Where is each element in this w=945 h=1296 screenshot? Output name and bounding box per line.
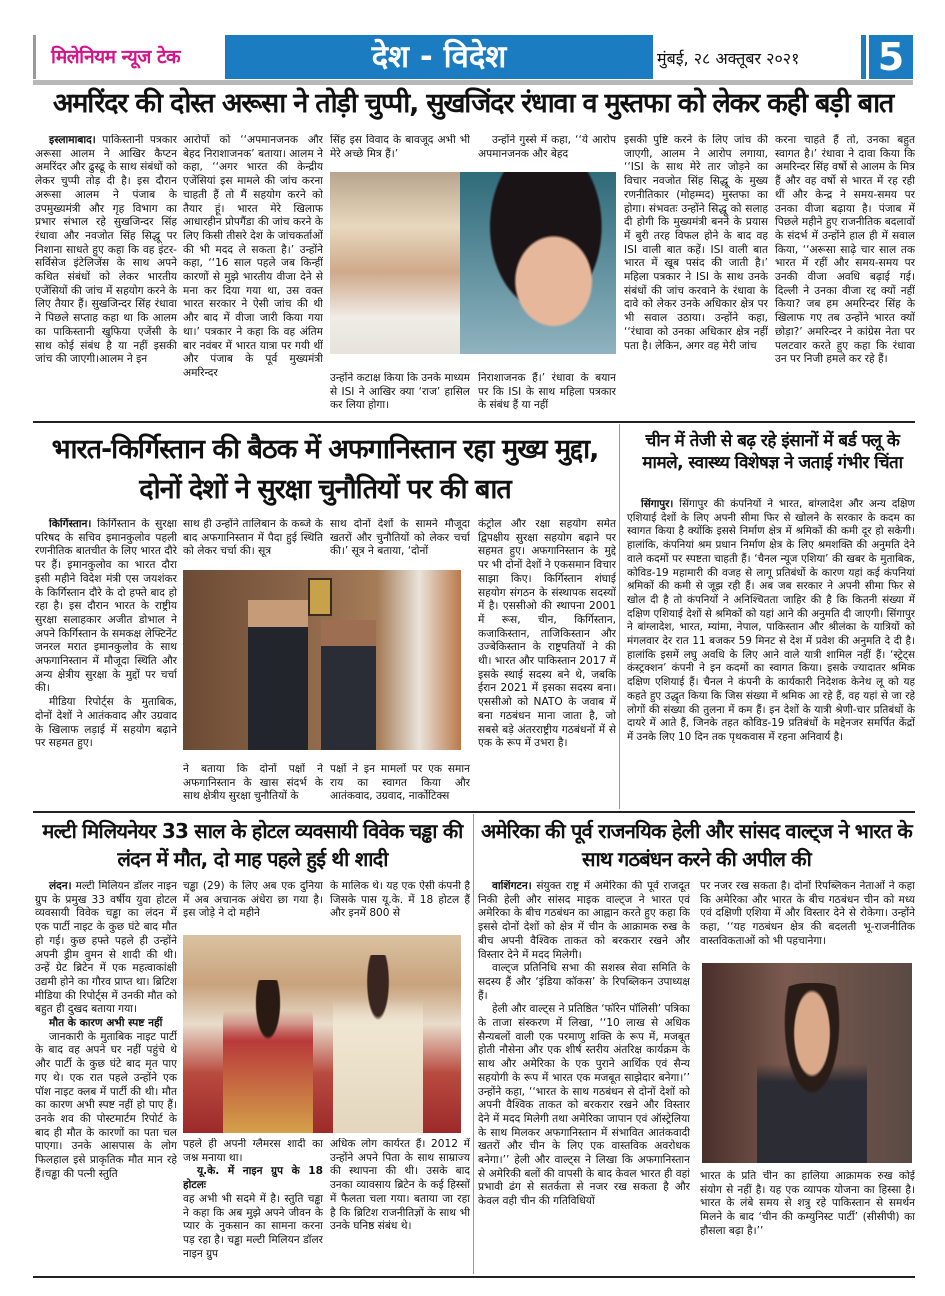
article1-text: उन्होंने गुस्से में कहा, ‘‘ये आरोप अपमानजनक और बेहद: [478, 134, 616, 160]
article4-col3-bottom: [330, 1138, 470, 1270]
article5-col1: [478, 880, 690, 1272]
amarinder-arusa-photo: [330, 172, 616, 354]
article2-col4: [478, 518, 616, 808]
article1-col2: [183, 134, 323, 416]
amarinder-photo: [330, 172, 460, 354]
article5-text: हेली और वाल्ट्स ने प्रतिष्ठित ‘फॉरेन पॉलिसी’ पत्रिका के ताजा संस्करण में लिखा, ‘‘10 लाख से अधिक सैन्यबलों वाली एक परमाणु शक्ति के रूप में, मजबूत होती नौसेना और एक शीर्ष स्तरीय अंतरिक्ष कार्यक्रम के साथ और अमेरिका के एक पुराने आर्थिक एवं सैन्य सहयोगी के रूप में भारत एक मजबूत साझेदार बनेगा।’’ उन्होंने कहा, ‘‘भारत के साथ गठबंधन से दोनों देशों को अपनी वैश्विक ताकत को बरकरार रखने और विस्तार देने में मदद मिलेगी तथा अमेरिका जापान एवं ऑस्ट्रेलिया के साथ मिलकर अफगानिस्तान में संभावित आतंकवादी खतरों और चीन के लिए एक वास्तविक अवरोधक बनेगा।’’ हेली और वाल्ट्स ने लिखा कि अफगानिस्तान से अमेरिकी बलों की वापसी के बाद केवल भारत ही वहां प्रभावी ढंग से सतर्कता से नजर रख सकता है और केवल वही चीन की गतिविधियों: [478, 1003, 690, 1208]
article2-col3-top: [330, 518, 470, 560]
article4-col1: [35, 880, 177, 1272]
article2-text: साथ दोनों देशों के सामने मौजूदा खतरों और चुनौतियों को लेकर चर्चा की।’ सूत्र ने बताया, ‘दोनों: [330, 518, 470, 558]
article2-text: मीडिया रिपोर्ट्स के मुताबिक, दोनों देशों ने आतंकवाद और उग्रवाद के खिलाफ लड़ाई में सहयोग बढ़ाने पर सहमत हुए।: [35, 696, 177, 750]
article4-text: चड्ढा (29) के लिए अब एक दुनिया में अब अचानक अंधेरा छा गया है। इस जोड़े ने दो महीने: [183, 880, 323, 920]
date-line: मुंबई, २८ अक्तूबर २०२१: [657, 49, 800, 68]
section-band: [225, 35, 653, 79]
person-left: [248, 600, 308, 750]
groom: [333, 955, 423, 1133]
doval-imankulov-photo: [183, 570, 461, 750]
article2-text: साथ ही उन्होंने तालिबान के कब्जे के बाद अफगानिस्तान में पैदा हुई स्थिति को लेकर चर्चा की। सूत्र: [183, 518, 323, 558]
person-right: [321, 620, 376, 750]
article1-col6: [775, 134, 915, 416]
arusa-photo: [460, 172, 616, 354]
article2-dateline: किर्गिस्तान।: [49, 518, 92, 530]
article4-text: के मालिक थे। यह एक ऐसी कंपनी है जिसके पास यू.के. में 18 होटल हैं और इनमें 800 से: [330, 880, 470, 920]
article2-text: ने बताया कि दोनों पक्षों ने अफगानिस्तान के खास संदर्भ के साथ क्षेत्रीय सुरक्षा चुनौतियों के: [183, 763, 323, 803]
article5-dateline: वाशिंगटन।: [492, 880, 532, 892]
article5-col2-top: [700, 880, 915, 952]
article2-text: पक्षों ने इन मामलों पर एक समान राय का स्वागत किया और आतंकवाद, उग्रवाद, नार्कोटिक्स: [330, 763, 470, 803]
column-divider: [473, 814, 474, 1274]
page-number: 5: [877, 35, 905, 79]
masthead-left-border: [33, 35, 36, 79]
divider: [33, 421, 915, 423]
article5-col2-bottom: [700, 1170, 915, 1270]
article1-col3-bottom: [330, 372, 470, 416]
article1-text: निराशाजनक हैं।’ रंधावा के बयान पर कि ISI के साथ महिला पत्रकार के संबंध हैं या नहीं: [478, 372, 616, 412]
column-divider: [619, 424, 620, 809]
page-number-box: [869, 35, 913, 79]
article5-text: वाल्ट्ज प्रतिनिधि सभा की सशस्त्र सेवा समिति के सदस्य हैं और ‘इंडिया कॉकस’ के रिपब्लिकन उपाध्यक्ष हैं।: [478, 962, 690, 1002]
article5-text: संयुक्त राष्ट्र में अमेरिका की पूर्व राजदूत निकी हेली और सांसद माइक वाल्ट्ज ने भारत एवं अमेरिका के बीच गठबंधन का आह्वान करते हुए कहा कि इससे दोनों देशों को क्षेत्र में चीन के आक्रामक रुख के बीच अपनी वैश्विक ताकत को बरकरार रखने और विस्तार देने में मदद मिलेगी।: [478, 880, 690, 961]
article2-headline: भारत-किर्गिस्तान की बैठक में अफगानिस्तान रहा मुख्य मुद्दा, दोनों देशों ने सुरक्षा चुनौतियों पर की बात: [51, 434, 599, 505]
article1-col4-bottom: [478, 372, 616, 416]
article4-col3-top: [330, 880, 470, 922]
haley-figure: [757, 983, 867, 1163]
bottom-rule: [33, 1276, 915, 1278]
article4-col2-top: [183, 880, 323, 922]
article4-text: अधिक लोग कार्यरत हैं। 2012 में उन्होंने अपने पिता के साथ साम्राज्य की स्थापना की थी। उसके बाद उनका व्यावसाय ब्रिटेन के कई हिस्सों में फैलता चला गया। बताया जा रहा है कि ब्रिटिश राजनीतिज्ञों के साथ भी उनके घनिष्ठ संबंध थे।: [330, 1138, 470, 1233]
masthead: [33, 35, 913, 79]
article2-col2-top: [183, 518, 323, 560]
article1-text: आरोपों को ‘‘अपमानजनक और बेहद निराशाजनक’ बताया। आलम ने कहा, ‘‘अगर भारत की केन्द्रीय एजेंसियां इस मामले की जांच करना चाहती हैं तो मैं सहयोग करने को तैयार हूं। भारत मेरे खिलाफ आधारहीन प्रोपगैंडा की जांच करने के लिए किसी तीसरे देश के जांचकर्ताओं की भी मदद ले सकता है।’ उन्होंने कहा, ‘‘16 साल पहले जब किन्हीं कारणों से मुझे भारतीय वीजा देने से मना कर दिया गया था, उस वक्त भारत सरकार ने ऐसी जांच की थी और बाद में वीजा जारी किया गया था।’ पत्रकार ने कहा कि वह अंतिम बार नवंबर में भारत यात्रा पर गयी थीं और पंजाब के पूर्व मुख्यमंत्री अमरिन्दर: [183, 134, 323, 379]
article2-text: कंट्रोल और रक्षा सहयोग समेत द्विपक्षीय सुरक्षा सहयोग बढ़ाने पर सहमत हुए। अफगानिस्तान के मुद्दे पर भी दोनों देशों ने एकसमान विचार साझा किए। किर्गिस्तान शंघाई सहयोग संगठन के संस्थापक सदस्यों में है। एससीओ की स्थापना 2001 में रूस, चीन, किर्गिस्तान, कजाकिस्तान, ताजिकिस्तान और उज्बेकिस्तान के राष्ट्रपतियों ने की थी। भारत और पाकिस्तान 2017 में इसके स्थाई सदस्य बने थे, जबकि ईरान 2021 में इसका सदस्य बना। एससीओ को NATO के जवाब में बना गठबंधन माना जाता है, जो सबसे बड़े अंतरराष्ट्रीय गठबंधनों में से एक के रूप में उभरा है।: [478, 518, 616, 750]
article3-dateline: सिंगापुर।: [641, 498, 674, 510]
article4-text: जानकारी के मुताबिक नाइट पार्टी के बाद वह अपने घर नहीं पहुंचे थे और पार्टी के कुछ घंटे बाद मृत पाए गए थे। एक रात पहले उन्होंने एक पॉश नाइट क्लब में पार्टी की थी। मौत का कारण अभी स्पष्ट नहीं हो पाए हैं। उनके शव की पोस्टमार्टम रिपोर्ट के बाद ही मौत के कारणों का पता चल पाएगा। उनके आसपास के लोग फिलहाल इसे प्राकृतिक मौत मान रहे हैं।चड्ढा की पत्नी स्तुति: [35, 1030, 177, 1180]
article1-headline: अमरिंदर की दोस्त अरूसा ने तोड़ी चुप्पी, सुखजिंदर रंधावा व मुस्तफा को लेकर कही बड़ी बात: [52, 88, 894, 119]
article4-text: पहले ही अपनी ग्लैमरस शादी का जश्न मनाया था।: [183, 1138, 323, 1164]
article2-col2-bottom: [183, 763, 323, 807]
article1-col1: [35, 134, 177, 416]
article1-text: पाकिस्तानी पत्रकार अरूसा आलम ने आखिर कैप्टन अमरिंदर और ढुस्ढू के साथ संबंधों को लेकर चुप्पी तोड़ दी है। इस दौरान अरूसा आलम ने पंजाब के उपमुख्यमंत्री और गृह विभाग का प्रभार संभाल रहे सुखजिन्दर सिंह रंधावा और नवजोत सिंह सिद्धू पर निशाना साधते हुए कहा कि वह इंटर-सर्विसेज इंटेलिजेंस के साथ अपने कथित संबंधों को लेकर भारतीय एजेंसियों की जांच में सहयोग करने के लिए तैयार हैं। सुखजिन्दर सिंह रंधावा ने पिछले सप्ताह कहा था कि आलम का पाकिस्तानी खुफिया एजेंसी के साथ कोई संबंध है या नहीं इसकी जांच की जाएगी।आलम ने इन: [35, 134, 177, 366]
article1-text: करना चाहते हैं तो, उनका बहुत स्वागत है।’ रंधावा ने दावा किया कि अमरिन्दर सिंह वर्षो से आलम के मित्र हैं और वह वर्षो से भारत में रह रही थीं और केन्द्र ने समय-समय पर उनका वीजा बढ़ाया है। पंजाब में पिछले महीने हुए राजनीतिक बदलावों के संदर्भ में उन्होंने हाल ही में सवाल किया, ‘‘अरूसा साढ़े चार साल तक भारत में रहीं और समय-समय पर उनकी वीजा अवधि बढ़ाई गई। दिल्ली ने उनका वीजा रद्द क्यों नहीं किया? जब हम अमरिन्दर सिंह के खिलाफ गए तब उन्होंने भारत क्यों छोड़ा?’ अमरिन्दर ने कांग्रेस नेता पर पलटवार करते हुए कहा कि रंधावा उन पर निजी हमले कर रहे हैं।: [775, 134, 915, 366]
article4-dateline: लंदन।: [49, 880, 72, 892]
article1-col3-top: [330, 134, 470, 162]
article3-text: सिंगापुर की कंपनियों ने भारत, बांग्लादेश और अन्य दक्षिण एशियाई देशों के लिए अपनी सीमा फिर से खोलने के सरकार के कदम का स्वागत किया है क्योंकि इससे निर्माण क्षेत्र में श्रमिकों की कमी दूर हो सकेगी। हालांकि, कंपनियां श्रम प्रधान निर्माण क्षेत्र के लिए श्रमशक्ति की अनुमति देने वाले कदमों पर स्पष्टता चाहती हैं। ‘चैनल न्यूज एशिया’ की खबर के मुताबिक, कोविड-19 महामारी की वजह से लागू प्रतिबंधों के कारण यहां कई कंपनियां श्रमिकों की कमी से जूझ रही हैं। अब जब सरकार ने अपनी सीमा फिर से खोल दी है तो कंपनियों ने अनिश्चितता जाहिर की है कि कितनी संख्या में दक्षिण एशियाई देशों से श्रमिकों को यहां आने की अनुमति दी जाएगी। सिंगापुर ने बांग्लादेश, भारत, म्यांमा, नेपाल, पाकिस्तान और श्रीलंका के यात्रियों को मंगलवार देर रात 11 बजकर 59 मिनट से देश में प्रवेश की अनुमति दे दी है। हालांकि इसमें लघु अवधि के लिए आने वाले यात्री शामिल नहीं हैं। ‘स्ट्रेट्स कंस्ट्रक्शन’ कंपनी ने इन कदमों का स्वागत किया। इसके ज्यादातर श्रमिक दक्षिण एशियाई हैं। चैनल ने कंपनी के कार्यकारी निदेशक केनेथ लू को यह कहते हुए उद्धृत किया कि जिस संख्या में श्रमिक आ रहे हैं, वह यहां से जा रहे लोगों की संख्या की तुलना में कम हैं। इन देशों के यात्री श्रेणी-चार प्रतिबंधों के दायरे में आते हैं, जिनके तहत कोविड-19 प्रतिबंधों के मद्देनजर समर्पित केंद्रों में उनके लिए 10 दिन तक पृथकवास में रहना अनिवार्य है।: [627, 498, 915, 743]
article4-subhead: यू.के. में नाइन ग्रुप के 18 होटलः: [183, 1165, 323, 1192]
bride: [223, 980, 313, 1133]
page-number-bar: [861, 35, 866, 79]
masthead-rule: [33, 80, 913, 85]
article1-text: सिंह इस विवाद के बावजूद अभी भी मेरे अच्छे मित्र हैं।’: [330, 134, 470, 160]
nikki-haley-photo: [702, 963, 912, 1163]
brand-logo: मिलेनियम न्यूज टेक: [51, 46, 181, 68]
article4-headline: मल्टी मिलियनेयर 33 साल के होटल व्यवसायी विवेक चड्ढा की लंदन में मौत, दो माह पहले हुई थी शादी: [42, 819, 463, 871]
article5-text: भारत के प्रति चीन का हालिया आक्रामक रुख कोई संयोग से नहीं है। यह एक व्यापक योजना का हिस्सा है। भारत के लंबे समय से शत्रु रहे पाकिस्तान से समर्थन मिलने के बाद ‘चीन की कम्युनिस्ट पार्टी’ (सीसीपी) का हौसला बढ़ा है।’’: [700, 1170, 915, 1237]
article4-col2-bottom: [183, 1138, 323, 1270]
article2-text: किर्गिस्तान के सुरक्षा परिषद के सचिव इमानकुलोव पहली रणनीतिक बातचीत के लिए भारत दौरे पर हैं। इमानकुलोव का भारत दौरा इसी महीने विदेश मंत्री एस जयशंकर के किर्गिस्तान दौरे के दो हफ्ते बाद हो रहा है। इस दौरान भारत के राष्ट्रीय सुरक्षा सलाहकार अजीत डोभाल ने अपने किर्गिस्तान के समकक्ष लेफ्टिनेंट जनरल मरात इमानकुलोव के साथ अफगानिस्तान में मौजूदा स्थिति और अन्य क्षेत्रीय सुरक्षा के मुद्दों पर चर्चा की।: [35, 518, 177, 695]
emblem-icon: [308, 578, 332, 616]
article1-col5: [624, 134, 768, 416]
article5-text: पर नजर रख सकता है। दोनों रिपब्लिकन नेताओं ने कहा कि अमेरिका और भारत के बीच गठबंधन चीन को मध्य एवं दक्षिणी एशिया में और विस्तार देने से रोकेगा। उन्होंने कहा, ‘‘यह गठबंधन क्षेत्र की बदलती भू-राजनीतिक वास्तविकताओं को भी पहचानेगा।: [700, 880, 915, 947]
section-title: देश - विदेश: [371, 39, 507, 75]
article1-col4-top: [478, 134, 616, 162]
article1-text: उन्होंने कटाक्ष किया कि उनके माध्यम से ISI ने आखिर क्या ‘राज’ हासिल कर लिया होगा।: [330, 372, 470, 412]
wedding-photo: [183, 935, 461, 1133]
article4-text: मल्टी मिलियन डॉलर नाइन ग्रुप के प्रमुख 33 वर्षीय युवा होटल व्यवसायी विवेक चड्ढा का लंदन में एक पार्टी नाइट के कुछ घंटे बाद मौत हो गई। कुछ हफ्ते पहले ही उन्होंने अपनी ड्रीम वुमन से शादी की थी। उन्हें ग्रेट ब्रिटेन में एक महत्वाकांक्षी उद्यमी होने का गौरव प्राप्त था। ब्रिटिश मीडिया की रिपोर्ट्स में उनकी मौत को बहुत ही दुखद बताया गया।: [35, 880, 177, 1016]
divider: [33, 811, 915, 813]
article4-subhead: मौत के कारण अभी स्पष्ट नहीं: [49, 1017, 163, 1030]
article3-body: [627, 498, 915, 806]
article2-col3-bottom: [330, 763, 470, 807]
article4-text: वह अभी भी सदमे में है। स्तुति चड्ढा ने कहा कि अब मुझे अपने जीवन के प्यार के नुकसान का सामना करना पड़ रहा है। चड्ढा मल्टी मिलियन डॉलर नाइन ग्रुप: [183, 1192, 323, 1260]
article3-headline: चीन में तेजी से बढ़ रहे इंसानों में बर्ड फ्लू के मामले, स्वास्थ्य विशेषज्ञ ने जताई गंभीर चिंता: [642, 431, 903, 473]
article1-text: इसकी पुष्टि करने के लिए जांच की जाएगी, आलम ने आरोप लगाया, ‘‘ISI के साथ मेरे तार जोड़ने का विचार नवजोत सिंह सिद्धू के मुख्य रणनीतिकार (मोहम्मद) मुस्तफा का होगा। संभवतः उन्होंने सिद्धू को सलाह दी होगी कि मुख्यमंत्री बनने के प्रयास में बुरी तरह विफल होने के बाद वह ISI वाली बात कहें। ISI वाली बात भारत में खूब पसंद की जाती है।’ महिला पत्रकार ने ISI के साथ उनके संबंधों की जांच करवाने के रंधावा के दावे को लेकर उनके अधिकार क्षेत्र पर भी सवाल उठाया। उन्होंने कहा, ‘‘रंधावा को उनका अधिकार क्षेत्र नहीं पता है। लेकिन, अगर वह मेरी जांच: [624, 134, 768, 352]
article1-dateline: इस्लामाबाद।: [49, 134, 96, 146]
article2-col1: [35, 518, 177, 808]
article5-headline: अमेरिका की पूर्व राजनयिक हेली और सांसद वाल्ट्ज ने भारत के साथ गठबंधन करने की अपील की: [481, 819, 912, 871]
